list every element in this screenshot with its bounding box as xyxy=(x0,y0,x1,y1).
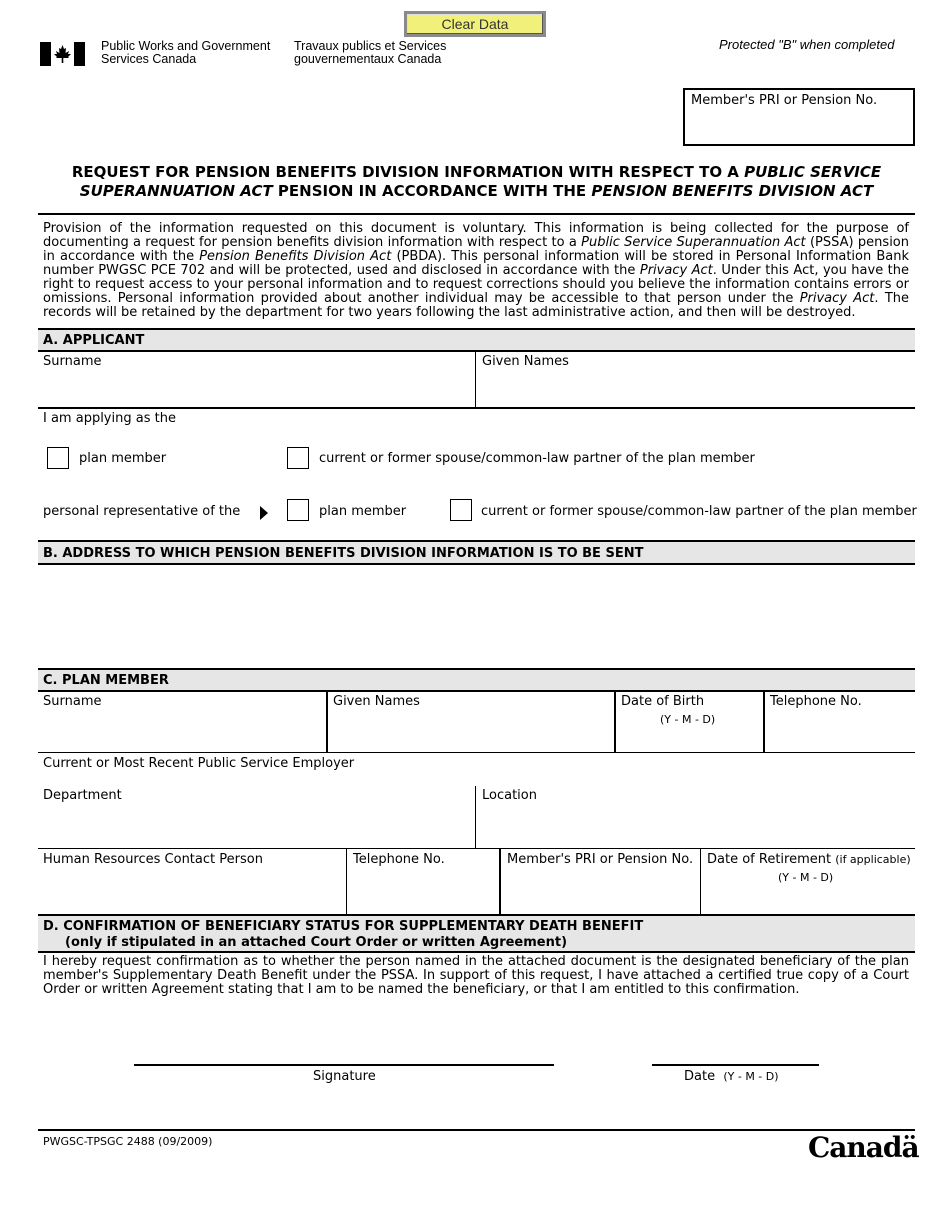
employer-label: Current or Most Recent Public Service Employer xyxy=(43,756,355,771)
location-field[interactable] xyxy=(476,786,915,848)
protected-notice: Protected "B" when completed xyxy=(719,37,895,52)
member-given-names-label: Given Names xyxy=(333,694,420,709)
header-pri-label: Member's PRI or Pension No. xyxy=(691,93,878,108)
applicant-plan-member-label: plan member xyxy=(79,451,167,466)
canada-flag-icon xyxy=(40,42,85,66)
section-c-header: C. PLAN MEMBER xyxy=(38,668,915,692)
hr-telephone-field[interactable] xyxy=(347,849,499,914)
applicant-spouse-label: current or former spouse/common-law partner of the plan member xyxy=(319,451,755,466)
applicant-plan-member-checkbox[interactable] xyxy=(47,447,69,469)
department-label: Department xyxy=(43,788,122,803)
date-label: Date (Y - M - D) xyxy=(684,1069,779,1084)
applicant-surname-label: Surname xyxy=(43,354,102,369)
member-surname-label: Surname xyxy=(43,694,102,709)
section-d-header: D. CONFIRMATION OF BENEFICIARY STATUS FOR SUPPLEMENTARY DEATH BENEFIT (only if stipulated in an attached Court Order or written Agreement) xyxy=(38,914,915,953)
applying-as-label: I am applying as the xyxy=(43,411,176,426)
member-dob-label: Date of Birth xyxy=(621,694,705,709)
member-given-names-field[interactable] xyxy=(328,692,614,752)
signature-date-field[interactable] xyxy=(652,1035,819,1065)
rep-spouse-checkbox[interactable] xyxy=(450,499,472,521)
rep-plan-member-checkbox[interactable] xyxy=(287,499,309,521)
header-pri-field[interactable] xyxy=(683,88,915,146)
retirement-date-field[interactable] xyxy=(701,849,915,914)
section-a-header: A. APPLICANT xyxy=(38,328,915,352)
arrow-right-icon xyxy=(259,506,269,520)
personal-representative-label: personal representative of the xyxy=(43,504,241,519)
canada-wordmark: Canadä xyxy=(808,1131,919,1164)
applicant-surname-field[interactable] xyxy=(38,352,475,408)
signature-label: Signature xyxy=(313,1069,376,1084)
member-dob-field[interactable] xyxy=(616,692,763,752)
member-pri-label: Member's PRI or Pension No. xyxy=(507,852,694,867)
signature-field[interactable] xyxy=(134,1035,554,1065)
department-name-french: Travaux publics et Services gouvernementaux Canada xyxy=(294,39,447,66)
hr-contact-label: Human Resources Contact Person xyxy=(43,852,263,867)
confirmation-statement: I hereby request confirmation as to whether the person named in the attached document is the designated beneficiary of the plan member's Supplementary Death Benefit under the PSSA. In support of this request, I have attached a certified true copy of a Court Order or written Agreement stating that I am to be named the beneficiary, or that I am entitled to this confirmation. xyxy=(43,954,909,997)
form-number: PWGSC-TPSGC 2488 (09/2009) xyxy=(43,1135,213,1148)
hr-telephone-label: Telephone No. xyxy=(353,852,445,867)
clear-data-button[interactable]: Clear Data xyxy=(404,11,546,37)
hr-contact-field[interactable] xyxy=(38,849,346,914)
member-telephone-label: Telephone No. xyxy=(770,694,862,709)
member-surname-field[interactable] xyxy=(38,692,326,752)
applicant-spouse-checkbox[interactable] xyxy=(287,447,309,469)
rep-spouse-label: current or former spouse/common-law partner of the plan member xyxy=(481,504,917,519)
section-b-header: B. ADDRESS TO WHICH PENSION BENEFITS DIVISION INFORMATION IS TO BE SENT xyxy=(38,540,915,565)
rep-plan-member-label: plan member xyxy=(319,504,407,519)
applicant-given-names-label: Given Names xyxy=(482,354,569,369)
member-pri-field[interactable] xyxy=(501,849,700,914)
applicant-given-names-field[interactable] xyxy=(476,352,915,408)
mailing-address-field[interactable] xyxy=(38,566,915,667)
page-title: REQUEST FOR PENSION BENEFITS DIVISION INFORMATION WITH RESPECT TO A PUBLIC SERVICE SUPERANNUATION ACT PENSION IN ACCORDANCE WITH THE PENSION BENEFITS DIVISION ACT xyxy=(71,163,882,200)
member-telephone-field[interactable] xyxy=(765,692,915,752)
department-field[interactable] xyxy=(38,786,475,848)
privacy-statement: Provision of the information requested on this document is voluntary. This information is being collected for the purpose of documenting a request for pension benefits division information with respect to a Public Service Superannuation Act (PSSA) pension in accordance with the Pension Benefits Division Act (PBDA). This personal information will be stored in Personal Information Bank number PWGSC PCE 702 and will be protected, used and disclosed in accordance with the Privacy Act. Under this Act, you have the right to request access to your personal information and to request corrections should you believe the information contains errors or omissions. Personal information provided about another individual may be accessible to that person under the Privacy Act. The records will be retained by the department for two years following the last administrative action, and then will be destroyed. xyxy=(43,221,910,320)
member-dob-format: (Y - M - D) xyxy=(660,713,716,726)
retirement-date-format: (Y - M - D) xyxy=(778,871,834,884)
retirement-date-label: Date of Retirement (if applicable) xyxy=(707,852,911,867)
location-label: Location xyxy=(482,788,537,803)
department-name-english: Public Works and Government Services Canada xyxy=(101,39,271,66)
